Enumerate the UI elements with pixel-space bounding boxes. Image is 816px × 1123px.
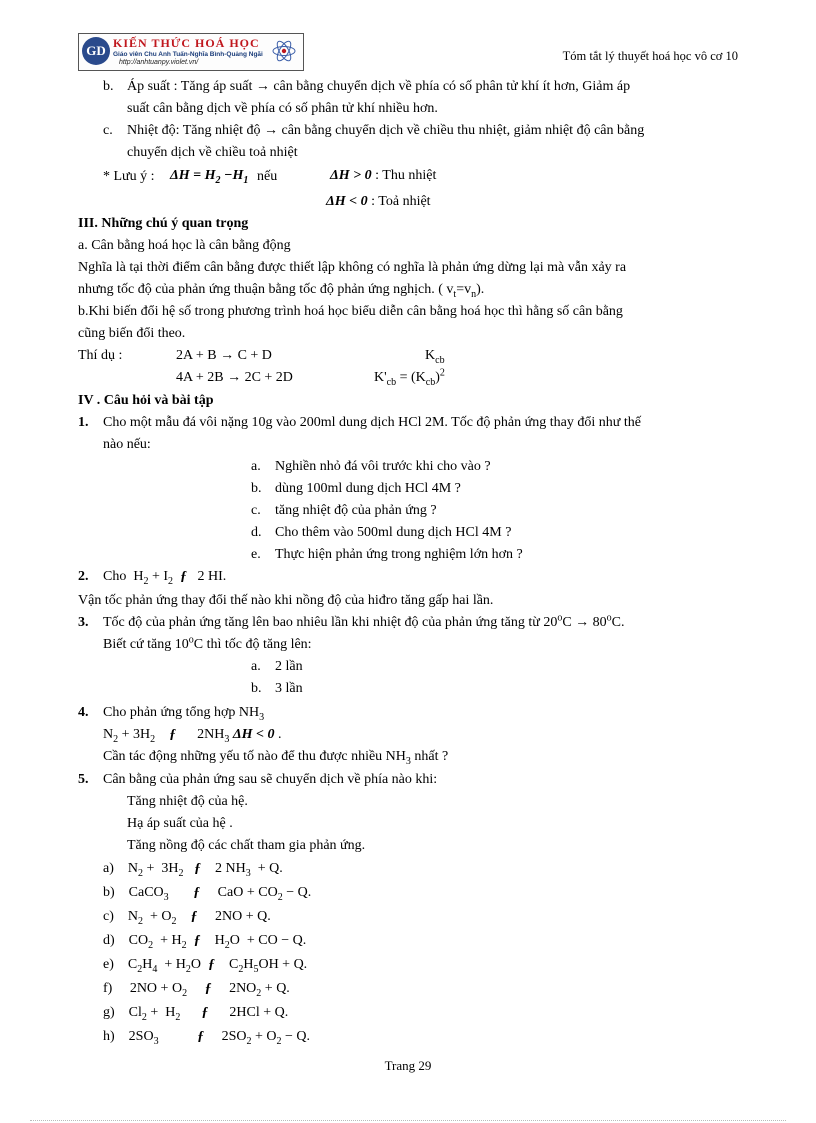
text: Cho phản ứng tổng hợp NH (103, 705, 260, 720)
reaction-f: f) $2NO + O_2$ ƒ $2NO_2 + Q$. (103, 981, 290, 999)
option-key: b. (251, 481, 262, 496)
reaction-h: h) $2SO_3$ ƒ $2SO_2 + O_2 - Q$. (103, 1029, 310, 1047)
equation: Cho $H_2 + I_2$ ƒ 2 HI. (103, 569, 227, 587)
paragraph: Nghĩa là tại thời điểm cân bằng được thiết lập không có nghĩa là phản ứng dừng lại mà vẫn xảy ra (78, 260, 627, 275)
reaction-b: b) CaCO$_3$ ƒ CaO + $CO_2 - Q$. (103, 885, 312, 903)
formula: ΔH < 0 : Toả nhiệt (326, 194, 431, 209)
page-number: Trang 29 (384, 1058, 432, 1073)
option-key: a. (251, 459, 261, 474)
text: nhất ? (410, 749, 449, 764)
header-logo (78, 33, 304, 71)
label: : Thu nhiệt (375, 168, 437, 183)
option-text: Cho thêm vào 500ml dung dịch HCl 4M ? (275, 525, 512, 540)
paragraph: Cần tác động những yếu tố nào để thu được nhiều $NH_3$ nhất ? (103, 749, 449, 767)
option-key: b. (251, 681, 262, 696)
paragraph: Tăng nồng độ các chất tham gia phản ứng. (127, 838, 366, 853)
paragraph: b.Khi biến đổi hệ số trong phương trình hoá học biểu diễn cân bằng hoá học thì hằng số cân bằng (78, 304, 623, 319)
doc-title: Tóm tắt lý thuyết hoá học vô cơ 10 (562, 49, 738, 63)
question-number: 5. (78, 772, 89, 787)
text: Tốc độ của phản ứng tăng lên bao nhiêu lần khi nhiệt độ của phản ứng tăng từ 20 (103, 615, 558, 630)
paragraph: nào nếu: (103, 437, 151, 452)
paragraph: chuyển dịch về chiều toả nhiệt (127, 145, 298, 160)
paragraph: Tốc độ của phản ứng tăng lên bao nhiêu lần khi nhiệt độ của phản ứng tăng từ $20^oC \to 80^oC$. (103, 612, 625, 630)
paragraph: suất cân bằng dịch về phía có số phân tử khí nhiều hơn. (127, 101, 438, 116)
paragraph: Áp suất : Tăng áp suất → cân bằng chuyển dịch về phía có số phân tử khí ít hơn, Giảm áp (127, 79, 631, 94)
question-number: 4. (78, 705, 89, 720)
equation: $K'_{cb} = (K_{cb})^2$ (374, 367, 445, 388)
paragraph: a. Cân bằng hoá học là cân bằng động (78, 238, 291, 253)
option-text: 3 lần (275, 681, 303, 696)
reaction-a: a) $N_2 + 3H_2$ ƒ 2 $NH_3 + Q$. (103, 861, 283, 879)
label: Thí dụ : (78, 348, 123, 363)
paragraph: Cân bằng của phản ứng sau sẽ chuyển dịch về phía nào khi: (103, 772, 438, 787)
option-key: d. (251, 525, 262, 540)
text: Biết cứ tăng 10 (103, 637, 189, 652)
option-text: Nghiền nhỏ đá vôi trước khi cho vào ? (275, 459, 491, 474)
paragraph: cũng biến đổi theo. (78, 326, 186, 341)
paragraph: Cho phản ứng tổng hợp $NH_3$ (103, 705, 265, 723)
reaction-d: d) $CO_2 + H_2$ ƒ $H_2O$ + CO − Q. (103, 933, 307, 951)
item-label: c. (103, 123, 113, 138)
option-text: tăng nhiệt độ của phản ứng ? (275, 503, 437, 518)
option-text: Thực hiện phản ứng trong nghiệm lớn hơn ? (275, 547, 523, 562)
paragraph: nếu (257, 169, 278, 184)
page-bottom-border (30, 1120, 786, 1121)
reaction-g: g) $Cl_2 + H_2$ ƒ 2HCl + Q. (103, 1005, 289, 1023)
text: nhưng tốc độ của phản ứng thuận bằng tốc độ phản ứng nghịch. ( v (78, 282, 454, 297)
section-heading: III. Những chú ý quan trọng (78, 216, 249, 231)
label: : Toả nhiệt (371, 194, 431, 209)
question-number: 1. (78, 415, 89, 430)
logo-subtitle: Giáo viên Chu Anh Tuấn-Nghĩa Bình-Quảng Ngãi (113, 51, 263, 58)
item-label: b. (103, 79, 114, 94)
text: C thì tốc độ tăng lên: (193, 637, 312, 652)
equation: $K_{cb}$ (425, 348, 445, 366)
equation: $N_2 + 3H_2$ ƒ $2NH_3$ ΔH < 0 . (103, 727, 282, 745)
logo-url: http://anhtuanpy.violet.vn/ (119, 59, 199, 66)
atom-icon (271, 38, 297, 64)
equation: 4A + 2B → 2C + 2D (176, 370, 293, 385)
logo-badge: GD (82, 37, 110, 65)
option-text: dùng 100ml dung dịch HCl 4M ? (275, 481, 461, 496)
option-text: 2 lần (275, 659, 303, 674)
equation: 2A + B → C + D (176, 348, 272, 363)
option-key: c. (251, 503, 261, 518)
text: Cần tác động những yếu tố nào để thu được nhiều NH (103, 749, 406, 764)
section-heading: IV . Câu hỏi và bài tập (78, 393, 214, 408)
paragraph: Vận tốc phản ứng thay đổi thế nào khi nồng độ của hiđro tăng gấp hai lần. (78, 593, 494, 608)
question-number: 2. (78, 569, 89, 584)
note-label: * Lưu ý : (103, 169, 155, 184)
paragraph: Tăng nhiệt độ của hệ. (127, 794, 248, 809)
reaction-c: c) $N_2 + O_2$ ƒ 2NO + Q. (103, 909, 271, 927)
paragraph: Hạ áp suất của hệ . (127, 816, 233, 831)
option-key: e. (251, 547, 261, 562)
text: K (425, 348, 436, 363)
paragraph: Nhiệt độ: Tăng nhiệt độ → cân bằng chuyển dịch về chiều thu nhiệt, giảm nhiệt độ cân bằng (127, 123, 645, 138)
paragraph: nhưng tốc độ của phản ứng thuận bằng tốc độ phản ứng nghịch. ( $v_t=v_n$). (78, 282, 485, 300)
paragraph: Cho một mẫu đá vôi nặng 10g vào 200ml dung dịch HCl 2M. Tốc độ phản ứng thay đổi như thế (103, 415, 641, 430)
option-key: a. (251, 659, 261, 674)
logo-title: KIẾN THỨC HOÁ HỌC (113, 36, 260, 50)
paragraph: Biết cứ tăng 10$^o$C thì tốc độ tăng lên: (103, 634, 312, 652)
reaction-e: e) $C_2H_4 + H_2O$ ƒ $C_2H_5OH + Q$. (103, 957, 308, 975)
formula: ΔH > 0 : Thu nhiệt (330, 168, 437, 183)
formula: $\Delta H = H_2 -H_1$ (170, 168, 249, 186)
question-number: 3. (78, 615, 89, 630)
